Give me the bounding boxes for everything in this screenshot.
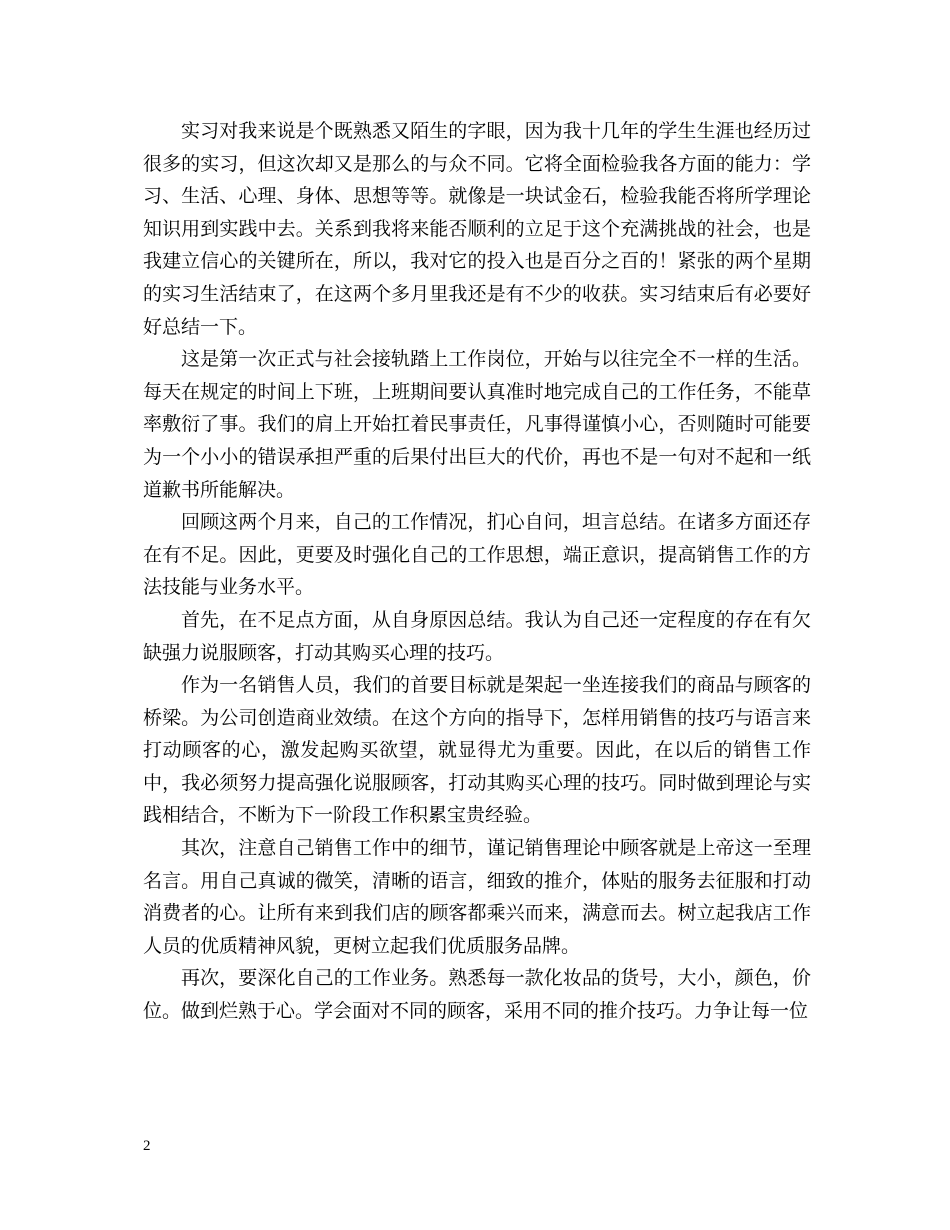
paragraph-1: 实习对我来说是个既熟悉又陌生的字眼，因为我十几年的学生生涯也经历过很多的实习，但这次却又是那么的与众不同。它将全面检验我各方面的能力：学习、生活、心理、身体、思想等等。就像是一块试金石，检验我能否将所学理论知识用到实践中去。关系到我将来能否顺利的立足于这个充满挑战的社会，也是我建立信心的关键所在，所以，我对它的投入也是百分之百的！紧张的两个星期的实习生活结束了，在这两个多月里我还是有不少的收获。实习结束后有必要好好总结一下。	[143, 120, 811, 338]
page-number: 2	[143, 1138, 151, 1154]
paragraph-2: 这是第一次正式与社会接轨踏上工作岗位，开始与以往完全不一样的生活。每天在规定的时间上下班，上班期间要认真准时地完成自己的工作任务，不能草率敷衍了事。我们的肩上开始扛着民事责任，凡事得谨慎小心，否则随时可能要为一个小小的错误承担严重的后果付出巨大的代价，再也不是一句对不起和一纸道歉书所能解决。	[143, 348, 811, 501]
paragraph-4: 首先，在不足点方面，从自身原因总结。我认为自己还一定程度的存在有欠缺强力说服顾客，打动其购买心理的技巧。	[143, 608, 811, 664]
paragraph-5: 作为一名销售人员，我们的首要目标就是架起一坐连接我们的商品与顾客的桥梁。为公司创造商业效绩。在这个方向的指导下，怎样用销售的技巧与语言来打动顾客的心，激发起购买欲望，就显得尤为重要。因此，在以后的销售工作中，我必须努力提高强化说服顾客，打动其购买心理的技巧。同时做到理论与实践相结合，不断为下一阶段工作积累宝贵经验。	[143, 674, 811, 827]
paragraph-3: 回顾这两个月来，自己的工作情况，扪心自问，坦言总结。在诸多方面还存在有不足。因此，更要及时强化自己的工作思想，端正意识，提高销售工作的方法技能与业务水平。	[143, 511, 811, 599]
paragraph-7: 再次，要深化自己的工作业务。熟悉每一款化妆品的货号，大小，颜色，价位。做到烂熟于心。学会面对不同的顾客，采用不同的推介技巧。力争让每一位	[143, 967, 811, 1023]
paragraph-6: 其次，注意自己销售工作中的细节，谨记销售理论中顾客就是上帝这一至理名言。用自己真诚的微笑，清晰的语言，细致的推介，体贴的服务去征服和打动消费者的心。让所有来到我们店的顾客都乘兴而来，满意而去。树立起我店工作人员的优质精神风貌，更树立起我们优质服务品牌。	[143, 837, 811, 957]
body-text	[143, 115, 811, 1028]
